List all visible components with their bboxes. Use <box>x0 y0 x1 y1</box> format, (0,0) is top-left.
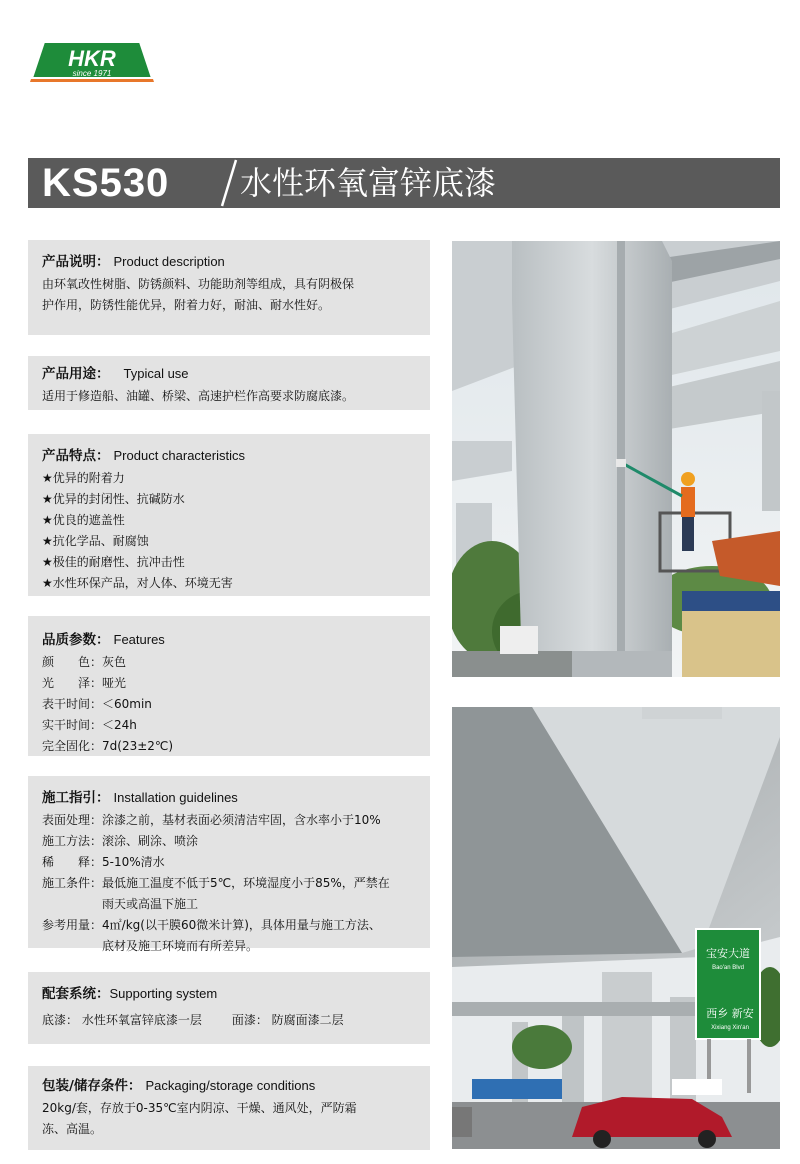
installation-row: 表面处理： 涂漆之前，基材表面必须清洁牢固，含水率小于10% <box>42 813 381 827</box>
installation-row: 参考用量： 4㎡/kg(以干膜60微米计算)，具体用量与施工方法、 <box>42 918 381 932</box>
characteristic-item: ★优异的封闭性、抗碱防水 <box>42 492 185 506</box>
characteristics-heading: 产品特点： Product characteristics <box>42 448 245 464</box>
feature-row-surface-dry: 表干时间： ＜60min <box>42 697 152 711</box>
product-code: KS530 <box>42 161 170 205</box>
feature-row-full-cure: 完全固化： 7d(23±2℃) <box>42 739 174 753</box>
feature-row-hard-dry: 实干时间： ＜24h <box>42 718 137 732</box>
svg-text:since 1971: since 1971 <box>72 69 112 78</box>
panel-description <box>28 240 430 335</box>
installation-heading: 施工指引： Installation guidelines <box>42 790 238 806</box>
panel-typical-use <box>28 356 430 410</box>
description-heading: 产品说明： Product description <box>42 254 225 270</box>
use-heading: 产品用途： Typical use <box>42 366 189 382</box>
photo-under-viaduct <box>452 707 780 1149</box>
title-bar <box>28 158 780 208</box>
characteristic-item: ★水性环保产品，对人体、环境无害 <box>42 576 233 590</box>
road-sign <box>696 929 760 1039</box>
panel-installation <box>28 776 430 953</box>
packaging-line: 20kg/套，存放于0-35℃室内阴凉、干燥、通风处，严防霜 <box>42 1101 357 1115</box>
use-line: 适用于修造船、油罐、桥梁、高速护栏作高要求防腐底漆。 <box>42 389 355 403</box>
panel-characteristics <box>28 434 430 596</box>
sign-text-line1: 宝安大道 <box>706 947 750 960</box>
supporting-heading: 配套系统：Supporting system <box>42 986 218 1002</box>
installation-row: 施工条件： 最低施工温度不低于5℃，环境湿度小于85%，严禁在 <box>42 876 390 890</box>
packaging-heading: 包装/储存条件： Packaging/storage conditions <box>42 1078 316 1094</box>
installation-row: 施工方法： 滚涂、刷涂、喷涂 <box>42 834 199 848</box>
characteristic-item: ★优异的附着力 <box>42 471 125 485</box>
panel-packaging <box>28 1066 430 1150</box>
installation-row-cont: 底材及施工环境而有所差异。 <box>102 939 259 953</box>
sign-text-line2: Bao'an Blvd <box>712 965 744 971</box>
supporting-topcoat: 面漆： 防腐面漆二层 <box>231 1013 344 1027</box>
feature-row-gloss: 光 泽： 哑光 <box>42 676 127 690</box>
characteristic-item: ★优良的遮盖性 <box>42 513 125 527</box>
photo-painting-pier <box>452 241 780 677</box>
installation-row: 稀 释： 5-10%清水 <box>42 855 165 869</box>
supporting-line <box>42 1010 416 1031</box>
characteristic-item: ★极佳的耐磨性、抗冲击性 <box>42 555 185 569</box>
hkr-logo <box>28 34 156 90</box>
product-name: 水性环氧富锌底漆 <box>240 164 497 202</box>
sign-text-line3: 西乡 新安 <box>706 1007 754 1020</box>
description-line: 由环氧改性树脂、防锈颜料、功能助剂等组成，具有阴极保 <box>42 277 355 291</box>
svg-text:HKR: HKR <box>68 46 116 71</box>
panel-features <box>28 616 430 756</box>
features-heading: 品质参数： Features <box>42 632 165 648</box>
packaging-line: 冻、高温。 <box>42 1122 103 1136</box>
sign-text-line4: Xixiang Xin'an <box>711 1025 749 1031</box>
panel-supporting-system <box>28 972 430 1044</box>
feature-row-color: 颜 色： 灰色 <box>42 655 127 669</box>
characteristic-item: ★抗化学品、耐腐蚀 <box>42 534 149 548</box>
installation-row-cont: 雨天或高温下施工 <box>102 897 199 911</box>
supporting-primer: 底漆： 水性环氧富锌底漆一层 <box>42 1013 202 1027</box>
description-line: 护作用，防锈性能优异，附着力好，耐油、耐水性好。 <box>42 298 331 312</box>
